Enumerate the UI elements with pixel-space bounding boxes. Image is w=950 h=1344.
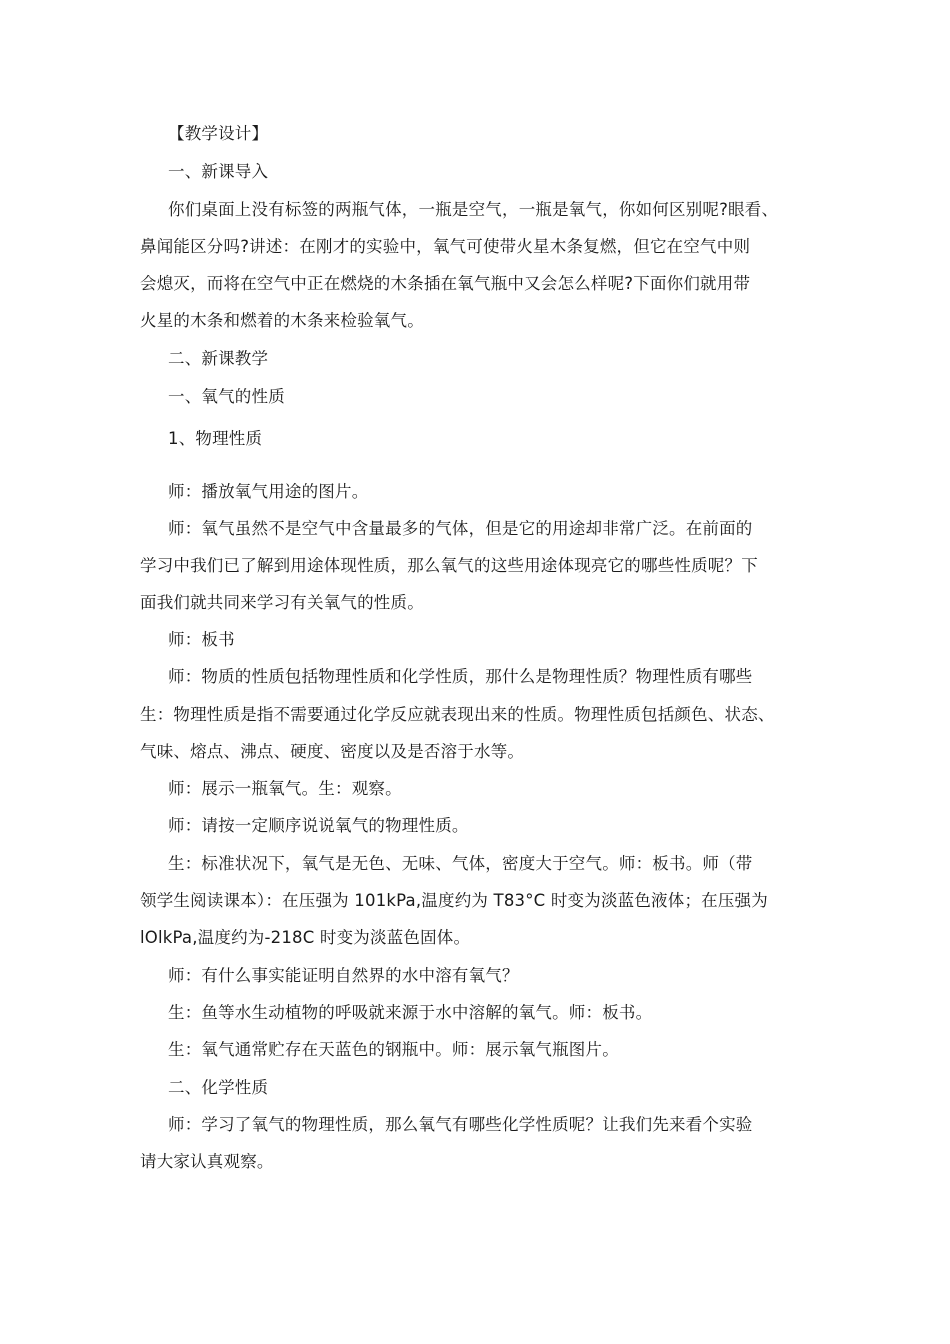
intro-paragraph-line: 会熄灭，而将在空气中正在燃烧的木条插在氧气瓶中又会怎么样呢?下面你们就用带 — [140, 274, 751, 293]
paragraph-answer-line: 生：物理性质是指不需要通过化学反应就表现出来的性质。物理性质包括颜色、状态、 — [140, 705, 775, 724]
paragraph-storage: 生：氧气通常贮存在天蓝色的钢瓶中。师：展示氧气瓶图片。 — [168, 1040, 619, 1059]
paragraph-pictures: 师：播放氧气用途的图片。 — [168, 482, 369, 501]
paragraph-uses-line: 面我们就共同来学习有关氧气的性质。 — [140, 593, 424, 612]
paragraph-answer-line: 气味、熔点、沸点、硬度、密度以及是否溶于水等。 — [140, 742, 525, 761]
intro-paragraph-line: 鼻闻能区分吗?讲述：在刚才的实验中，氧气可使带火星木条复燃，但它在空气中则 — [140, 237, 751, 256]
subsection-physical-title: 1、物理性质 — [168, 429, 263, 448]
section-intro-title: 一、新课导入 — [168, 162, 269, 181]
paragraph-show: 师：展示一瓶氧气。生：观察。 — [168, 779, 402, 798]
paragraph-fact: 师：有什么事实能证明自然界的水中溶有氧气？ — [168, 966, 519, 985]
paragraph-order: 师：请按一定顺序说说氧气的物理性质。 — [168, 816, 469, 835]
paragraph-experiment-line: 师：学习了氧气的物理性质，那么氧气有哪些化学性质呢？让我们先来看个实验 — [168, 1115, 753, 1134]
paragraph-question: 师：物质的性质包括物理性质和化学性质，那什么是物理性质？物理性质有哪些 — [168, 667, 753, 686]
subsection-properties-title: 一、氧气的性质 — [168, 387, 285, 406]
section-chemical-title: 二、化学性质 — [168, 1078, 269, 1097]
paragraph-uses-line: 师：氧气虽然不是空气中含量最多的气体，但是它的用途却非常广泛。在前面的 — [168, 519, 753, 538]
paragraph-board: 师：板书 — [168, 630, 235, 649]
paragraph-standard-line: lOlkPa,温度约为-218C 时变为淡蓝色固体。 — [140, 928, 471, 947]
paragraph-fish: 生：鱼等水生动植物的呼吸就来源于水中溶解的氧气。师：板书。 — [168, 1003, 653, 1022]
section-teaching-title: 二、新课教学 — [168, 349, 269, 368]
paragraph-experiment-line: 请大家认真观察。 — [140, 1152, 274, 1171]
paragraph-standard-line: 领学生阅读课本）：在压强为 101kPa,温度约为 T83°C 时变为淡蓝色液体；在压强为 — [140, 891, 768, 910]
document-heading: 【教学设计】 — [168, 124, 269, 143]
intro-paragraph-line: 你们桌面上没有标签的两瓶气体，一瓶是空气，一瓶是氧气，你如何区别呢?眼看、 — [168, 200, 779, 219]
intro-paragraph-line: 火星的木条和燃着的木条来检验氧气。 — [140, 311, 424, 330]
paragraph-standard-line: 生：标准状况下，氧气是无色、无味、气体，密度大于空气。师：板书。师（带 — [168, 854, 753, 873]
paragraph-uses-line: 学习中我们已了解到用途体现性质，那么氧气的这些用途体现亮它的哪些性质呢？下 — [140, 556, 758, 575]
